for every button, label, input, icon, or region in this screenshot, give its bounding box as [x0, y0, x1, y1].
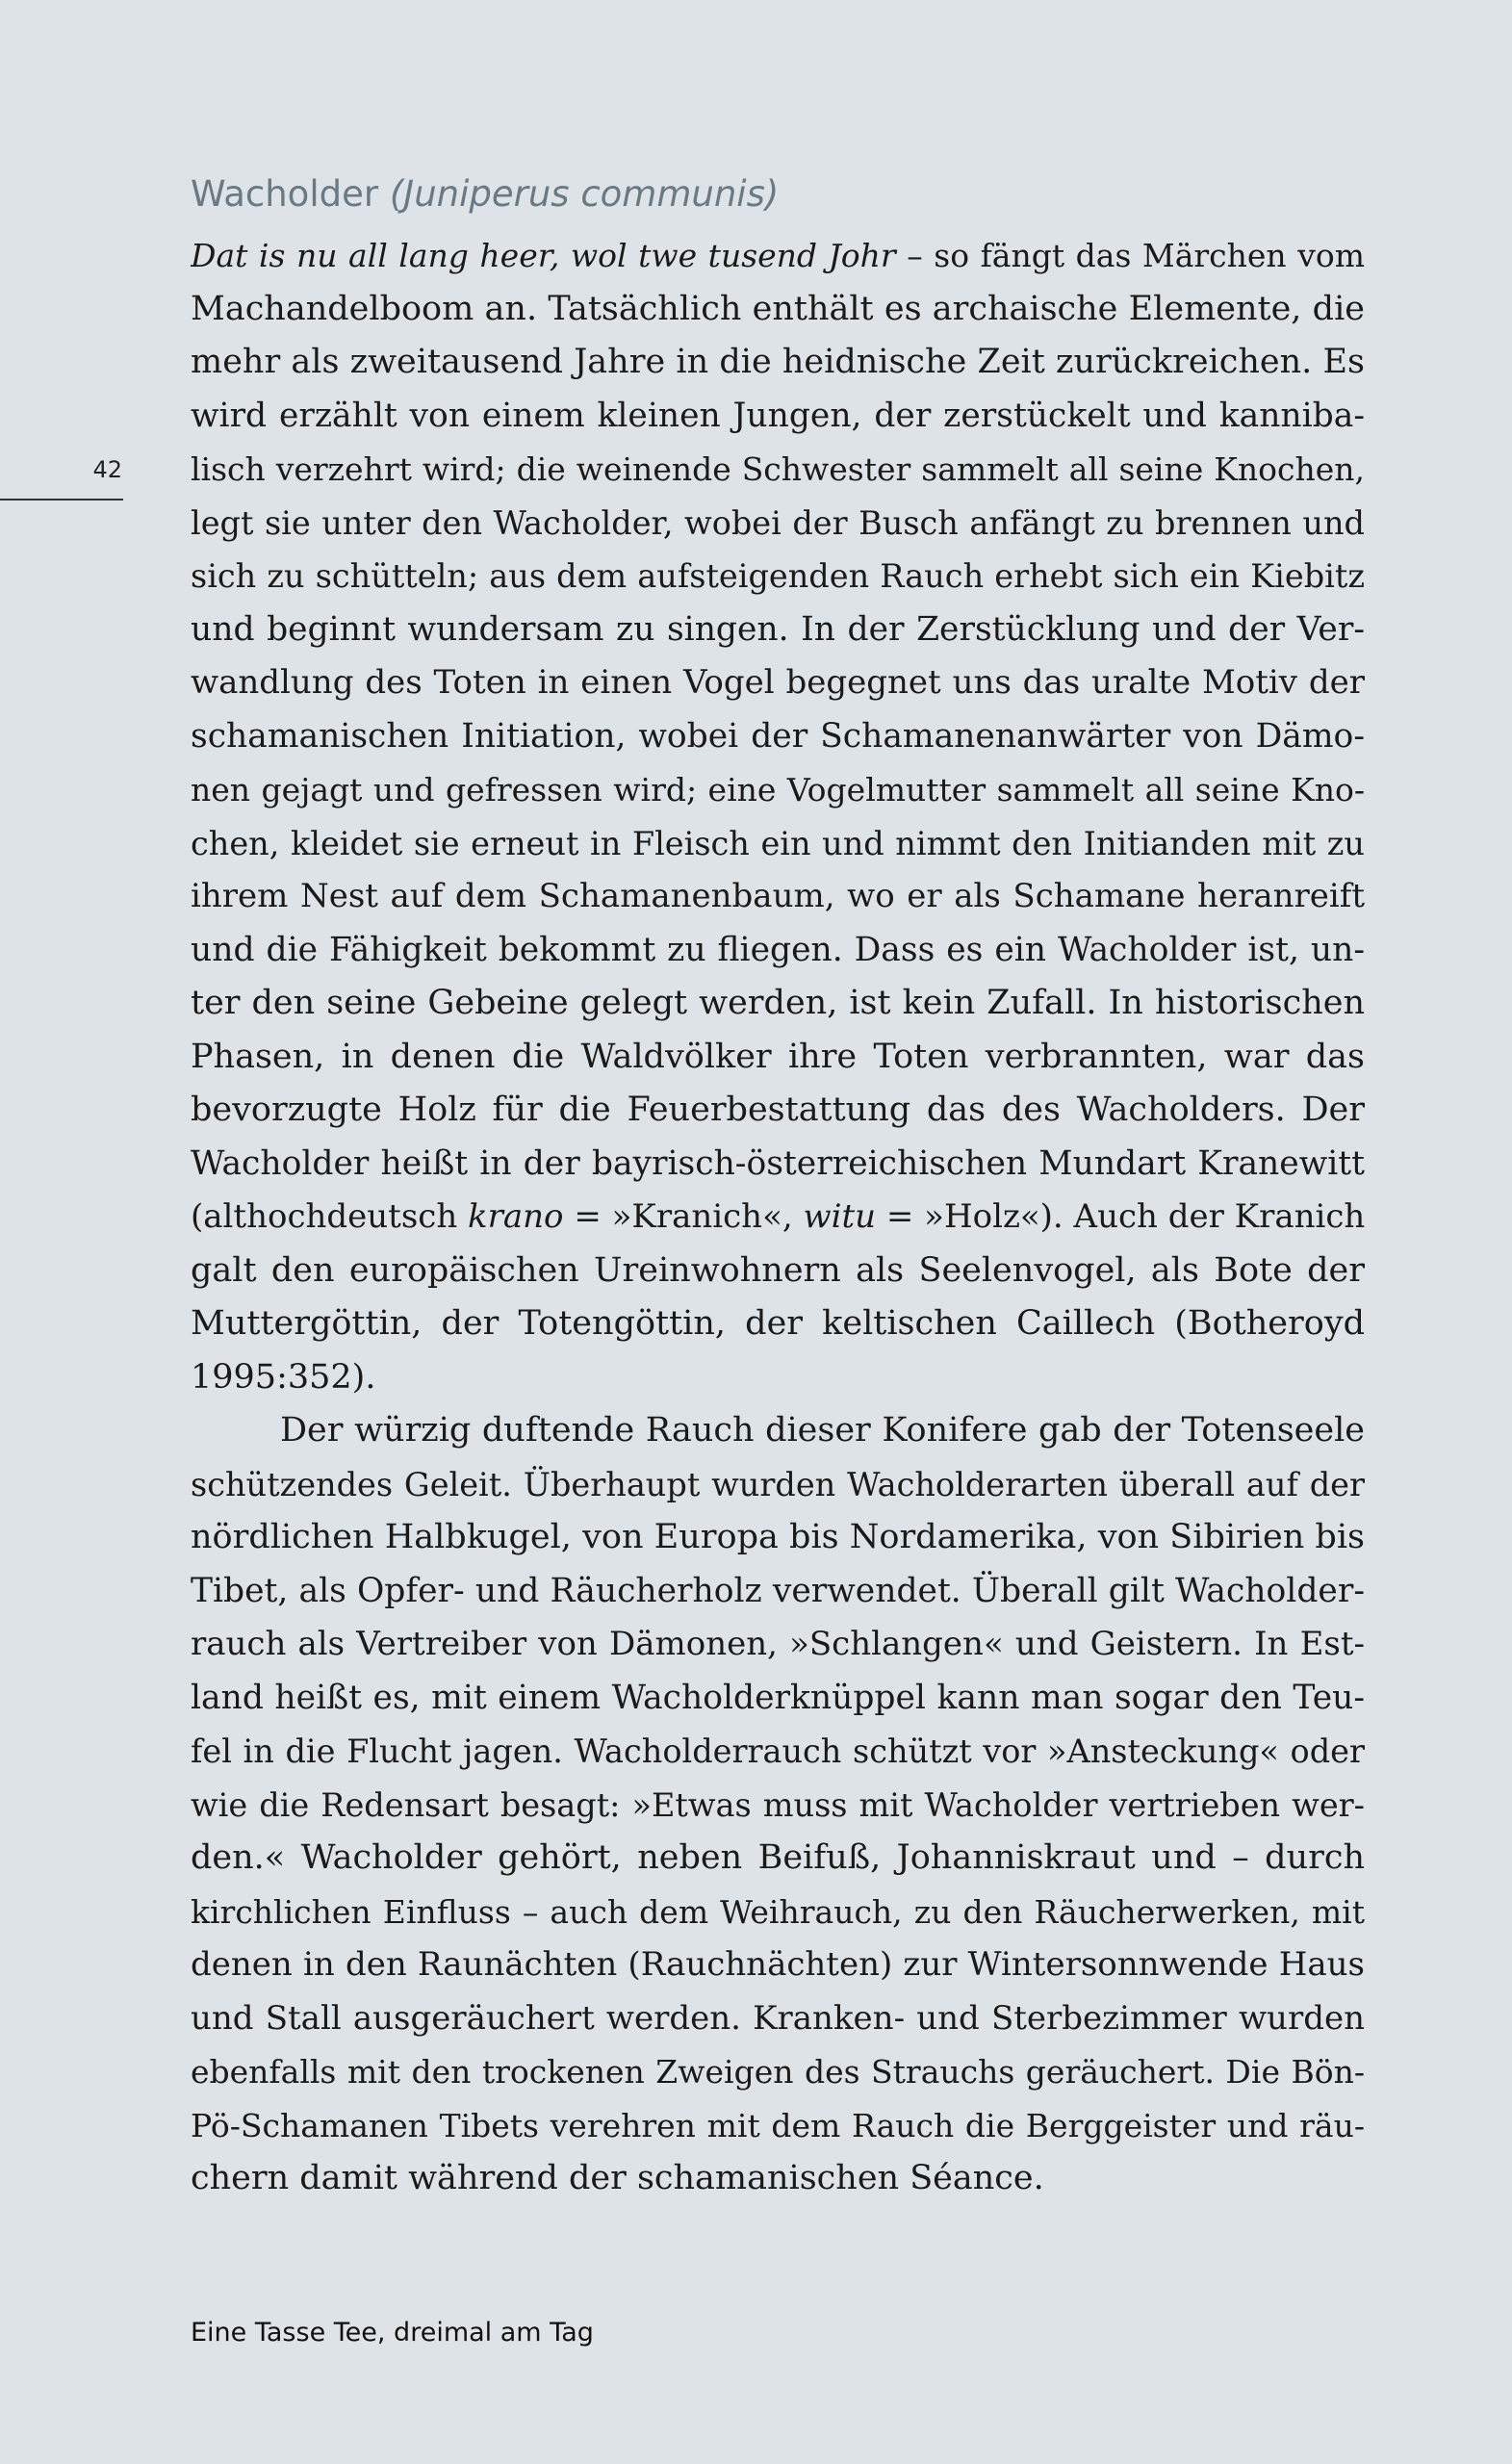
- section-heading: [191, 173, 779, 215]
- paragraph-line: land heißt es, mit einem Wacholderknüppel kann man sogar den Teu-: [191, 1678, 1365, 1717]
- paragraph-line: lisch verzehrt wird; die weinende Schwester sammelt all seine Knochen,: [191, 450, 1365, 488]
- paragraph-line: nen gejagt und gefressen wird; eine Vogelmutter sammelt all seine Kno-: [191, 771, 1365, 808]
- paragraph-line: bevorzugte Holz für die Feuerbestattung das des Wacholders. Der: [191, 1091, 1365, 1129]
- margin-rule: [0, 499, 123, 500]
- paragraph-line: 1995:352).: [191, 1357, 376, 1397]
- quote-italic: Dat is nu all lang heer, wol twe tusend Johr: [191, 237, 896, 274]
- paragraph-line: wandlung des Toten in einen Vogel begegnet uns das uralte Motiv der: [191, 663, 1365, 702]
- body-text: [191, 229, 1365, 2206]
- paragraph-line: galt den europäischen Ureinwohnern als Seelenvogel, als Bote der: [191, 1250, 1365, 1290]
- paragraph-line: chen, kleidet sie erneut in Fleisch ein und nimmt den Initianden mit zu: [191, 824, 1365, 862]
- paragraph-line: mehr als zweitausend Jahre in die heidnische Zeit zurückreichen. Es: [191, 343, 1365, 381]
- paragraph-line: Wacholder heißt in der bayrisch-österreichischen Mundart Kranewitt: [191, 1143, 1365, 1183]
- paragraph-line: Machandelboom an. Tatsächlich enthält es archaische Elemente, die: [191, 289, 1365, 328]
- paragraph-line: den.« Wacholder gehört, neben Beifuß, Johanniskraut und – durch: [191, 1838, 1365, 1877]
- paragraph-line: Muttergöttin, der Totengöttin, der keltischen Caillech (Botheroyd: [191, 1304, 1365, 1343]
- paragraph-line: und beginnt wundersam zu singen. In der Zerstücklung und der Ver-: [191, 609, 1365, 649]
- paragraph-line: schamanischen Initiation, wobei der Schamanenanwärter von Dämo-: [191, 716, 1365, 756]
- paragraph-line: rauch als Vertreiber von Dämonen, »Schlangen« und Geistern. In Est-: [191, 1625, 1365, 1663]
- paragraph-line: denen in den Raunächten (Rauchnächten) zur Wintersonnwende Haus: [191, 1945, 1365, 1984]
- paragraph-line: chern damit während der schamanischen Séance.: [191, 2159, 1044, 2197]
- paragraph-line: sich zu schütteln; aus dem aufsteigenden Rauch erhebt sich ein Kiebitz: [191, 557, 1365, 595]
- paragraph-line: wird erzählt von einem kleinen Jungen, der zerstückelt und kanniba-: [191, 396, 1365, 435]
- paragraph-line: kirchlichen Einfluss – auch dem Weihrauch, zu den Räucherwerken, mit: [191, 1892, 1365, 1931]
- paragraph-line: Phasen, in denen die Waldvölker ihre Toten verbrannten, war das: [191, 1037, 1365, 1076]
- paragraph-line-etymology: (althochdeutsch krano = »Kranich«, witu = »Holz«). Auch der Kranich: [191, 1197, 1365, 1236]
- paragraph-line: und Stall ausgeräuchert werden. Kranken- und Sterbezimmer wurden: [191, 1998, 1365, 2038]
- paragraph-line: Pö-Schamanen Tibets verehren mit dem Rauch die Berggeister und räu-: [191, 2106, 1365, 2144]
- paragraph-line: Der würzig duftende Rauch dieser Konifere gab der Totenseele: [280, 1411, 1365, 1450]
- paragraph-line: legt sie unter den Wacholder, wobei der Busch anfängt zu brennen und: [191, 503, 1365, 542]
- paragraph-line: wie die Redensart besagt: »Etwas muss mit Wacholder vertrieben wer-: [191, 1785, 1365, 1824]
- paragraph-line: nördlichen Halbkugel, von Europa bis Nordamerika, von Sibirien bis: [191, 1518, 1365, 1556]
- page-number: 42: [92, 456, 122, 483]
- paragraph-line: schützendes Geleit. Überhaupt wurden Wacholderarten überall auf der: [191, 1465, 1365, 1503]
- paragraph-line: ihrem Nest auf dem Schamanenbaum, wo er als Schamane heranreift: [191, 877, 1365, 915]
- paragraph-line: ebenfalls mit den trockenen Zweigen des Strauchs geräuchert. Die Bön-: [191, 2053, 1365, 2091]
- paragraph-line: ter den seine Gebeine gelegt werden, ist kein Zufall. In historischen: [191, 984, 1365, 1022]
- heading-latin-name: (Juniperus communis): [389, 173, 780, 215]
- paragraph-line: und die Fähigkeit bekommt zu fliegen. Dass es ein Wacholder ist, un-: [191, 930, 1365, 969]
- paragraph-line: fel in die Flucht jagen. Wacholderrauch schützt vor »Ansteckung« oder: [191, 1732, 1365, 1770]
- running-footer: Eine Tasse Tee, dreimal am Tag: [191, 2318, 594, 2348]
- paragraph-line: Dat is nu all lang heer, wol twe tusend Johr – so fängt das Märchen vom: [191, 237, 1365, 274]
- paragraph-line: Tibet, als Opfer- und Räucherholz verwendet. Überall gilt Wacholder-: [191, 1571, 1365, 1610]
- heading-title: Wacholder: [191, 173, 379, 215]
